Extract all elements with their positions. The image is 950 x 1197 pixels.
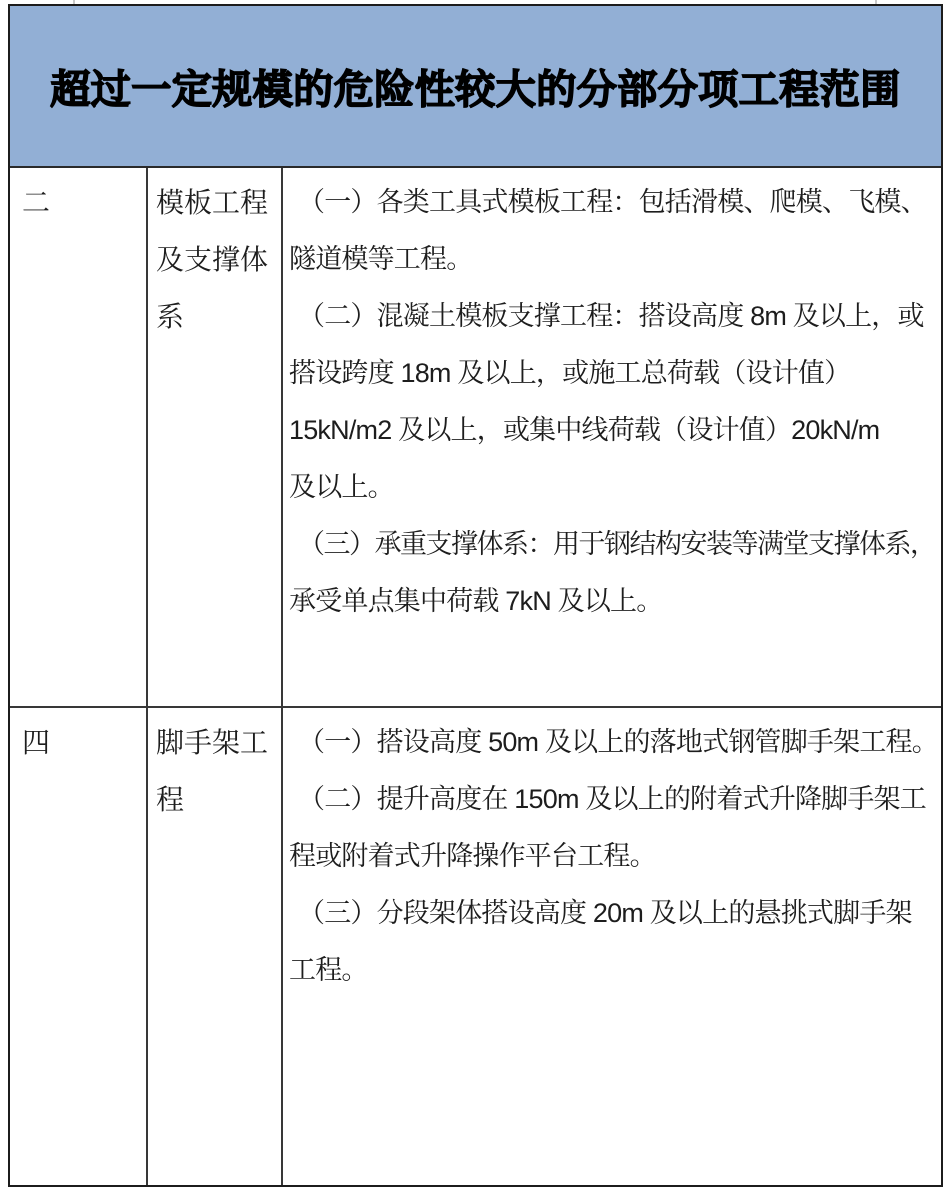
content-line: 搭设跨度 18m 及以上，或施工总荷载（设计值） [289,358,851,388]
hazard-scope-table [8,4,943,1187]
table-title-header [10,6,941,168]
content-line: （二）提升高度在 150m 及以上的附着式升降脚手架工 [298,784,926,814]
content-line: （一）搭设高度 50m 及以上的落地式钢管脚手架工程。 [298,727,938,757]
category-line: 程 [156,784,185,815]
row-index: 二 [22,187,51,218]
row2-index-cell [10,708,148,1185]
content-line: 15kN/m2 及以上，或集中线荷载（设计值）20kN/m [289,415,880,445]
row1-category-cell [148,168,283,708]
content-line: 程或附着式升降操作平台工程。 [289,841,656,871]
row-index: 四 [22,727,51,758]
content-line: （二）混凝土模板支撑工程：搭设高度 8m 及以上，或 [298,301,924,331]
content-line: 工程。 [289,955,368,985]
content-line: （三）分段架体搭设高度 20m 及以上的悬挑式脚手架 [298,898,912,928]
row2-category-cell [148,708,283,1185]
content-line: （三）承重支撑体系：用于钢结构安装等满堂支撑体系， [298,529,936,559]
row1-content-cell [283,168,941,708]
page-title: 超过一定规模的危险性较大的分部分项工程范围 [50,67,901,112]
row2-content-cell [283,708,941,1185]
content-line: 隧道模等工程。 [289,244,473,274]
row1-index-cell [10,168,148,708]
content-line: 及以上。 [289,472,394,502]
content-line: （一）各类工具式模板工程：包括滑模、爬模、飞模、 [298,187,927,217]
category-line: 模板工程 [156,187,269,218]
category-line: 脚手架工 [156,727,269,758]
content-line: 承受单点集中荷载 7kN 及以上。 [289,586,663,616]
category-line: 及支撑体 [156,244,269,275]
category-line: 系 [156,301,185,332]
